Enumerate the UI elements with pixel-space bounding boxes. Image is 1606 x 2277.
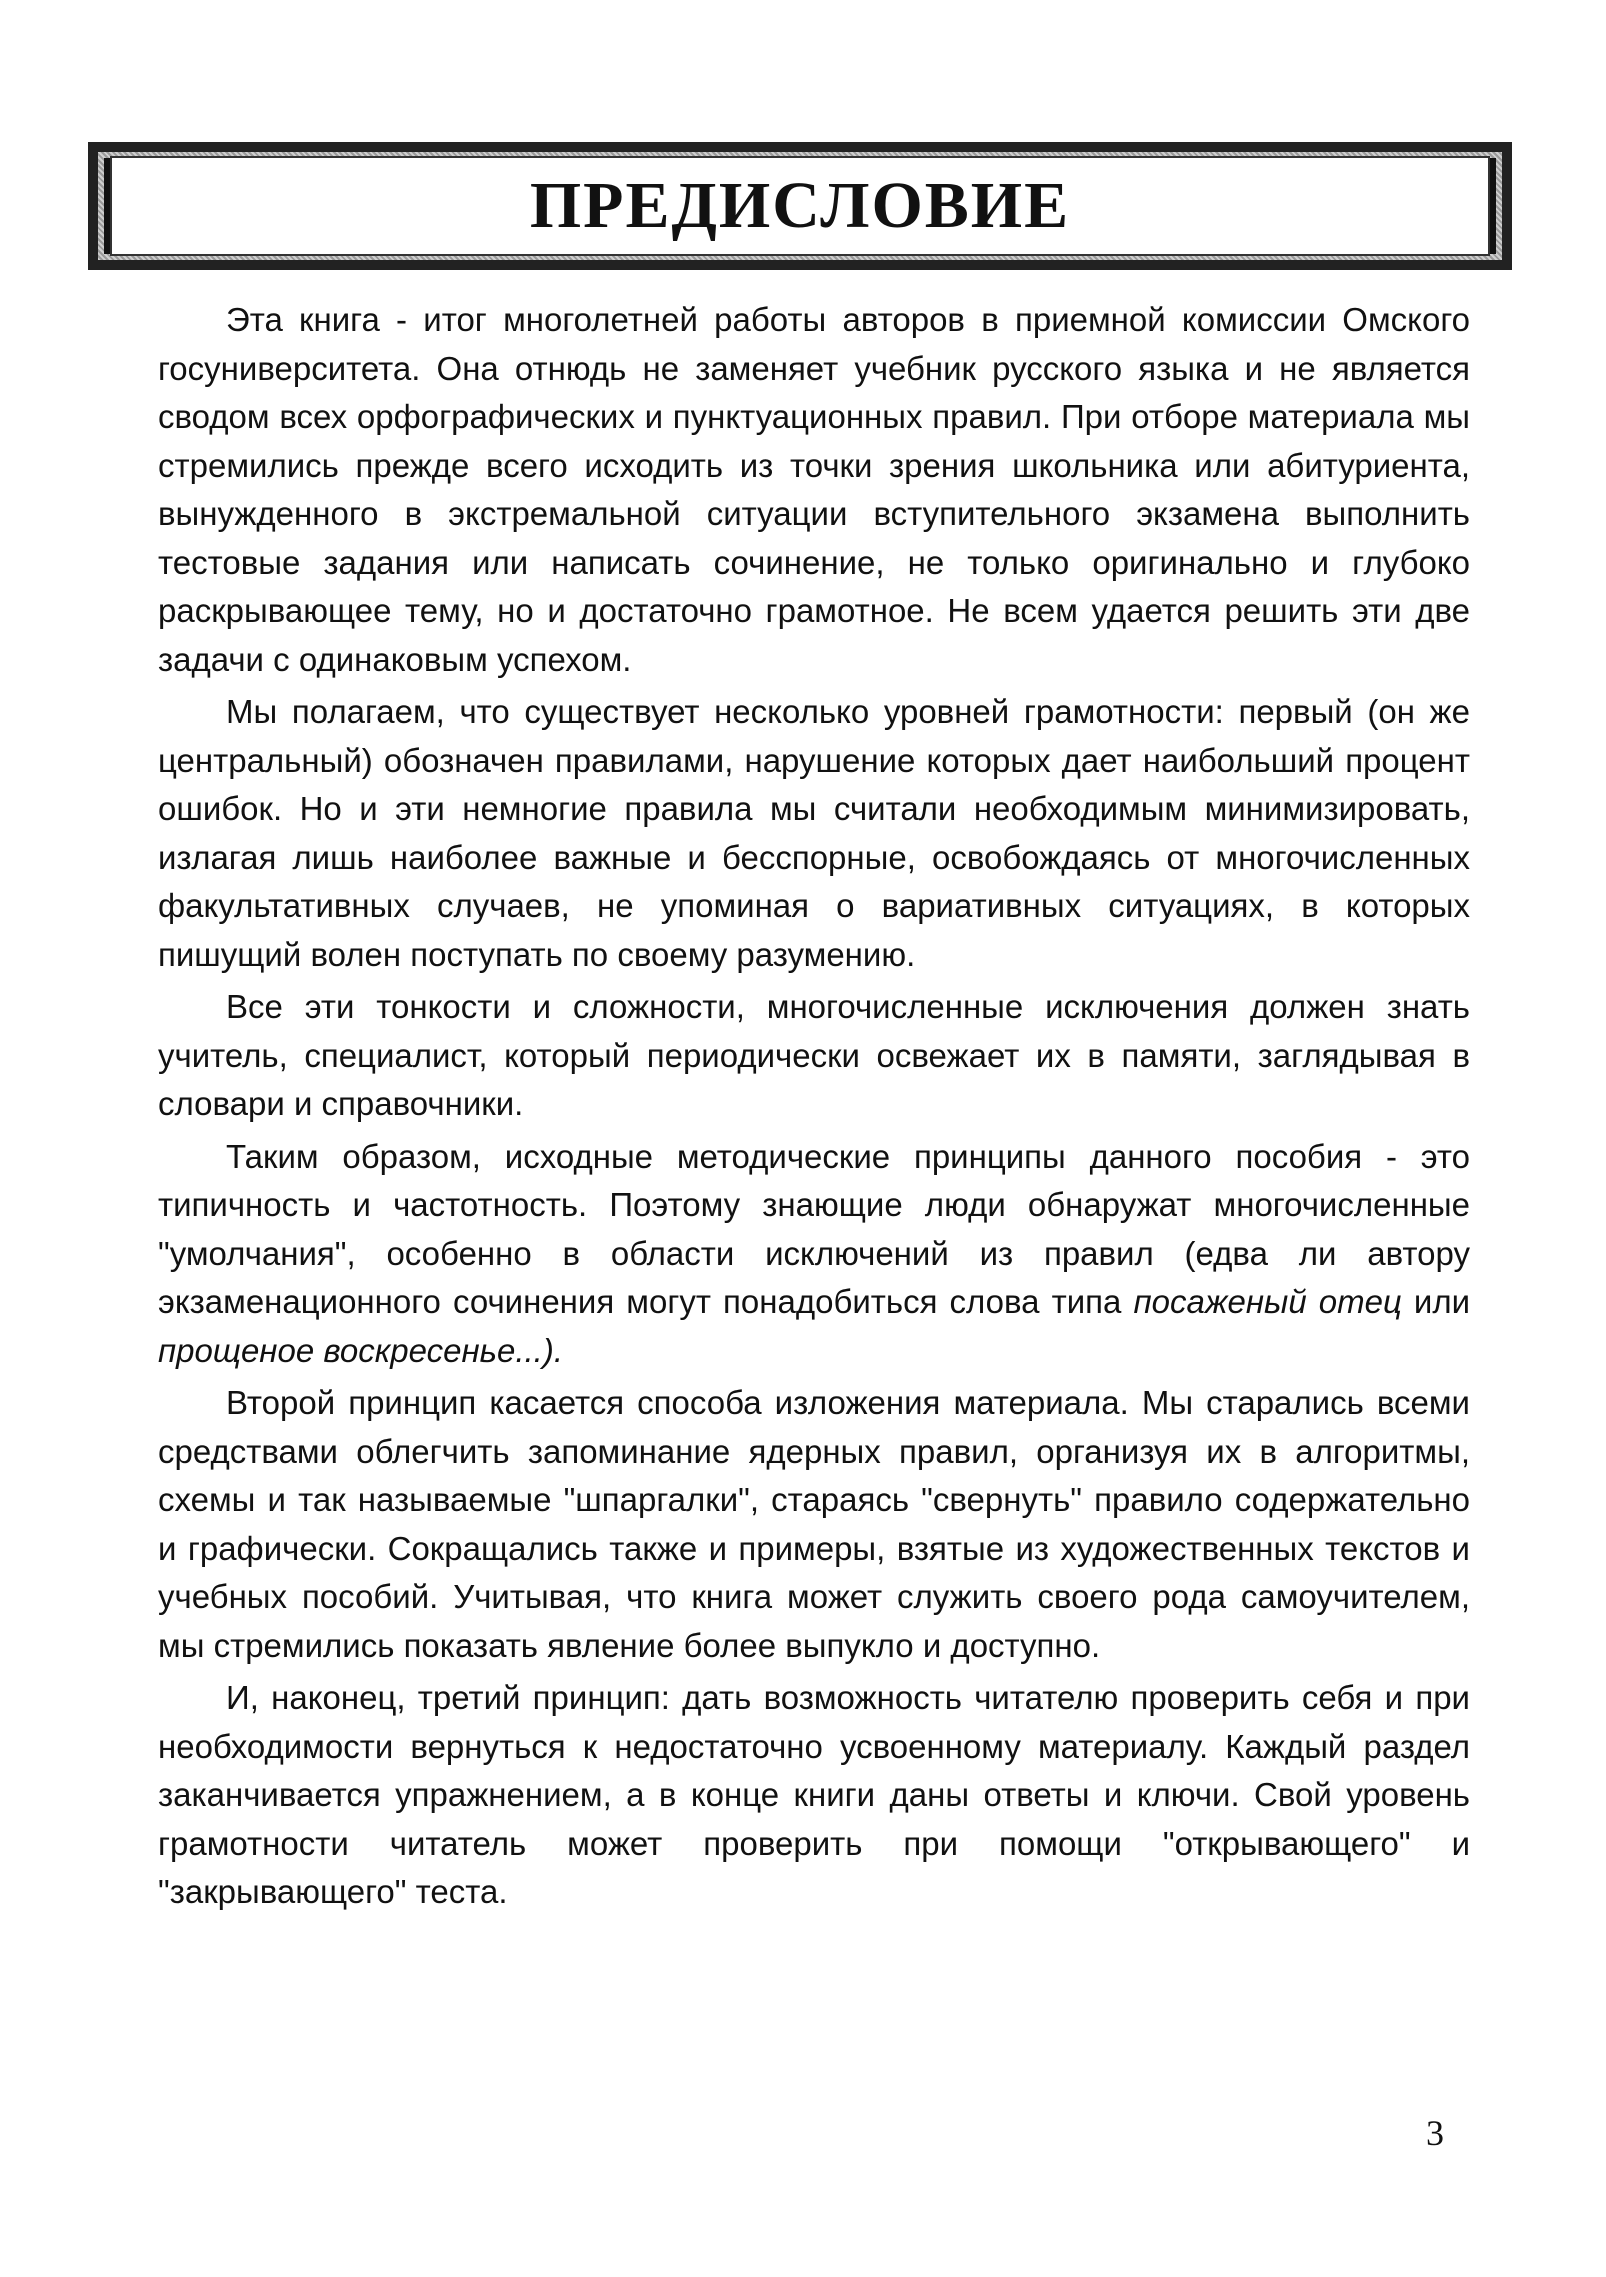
title-frame bbox=[88, 142, 1512, 270]
paragraph-5: Второй принцип касается способа изложения материала. Мы старались всеми средствами облегчить запоминание ядерных правил, организуя их в алгоритмы, схемы и так называемые "шпаргалки", стараясь "свернуть" правило содержательно и графически. Сокращались также и примеры, взятые из художественных текстов и учебных пособий. Учитывая, что книга может служить своего рода самоучителем, мы стремились показать явление более выпукло и доступно. bbox=[158, 1384, 1470, 1664]
paragraph-4 bbox=[158, 1133, 1470, 1376]
paragraph-4-italic-1: посаженый отец bbox=[1133, 1283, 1402, 1320]
title-box bbox=[110, 156, 1490, 256]
paragraph-2: Мы полагаем, что существует несколько уровней грамотности: первый (он же центральный) обозначен правилами, нарушение которых дает наибольший процент ошибок. Но и эти немногие правила мы считали необходимым минимизировать, излагая лишь наиболее важные и бесспорные, освобождаясь от многочисленных факультативных случаев, не упоминая о вариативных ситуациях, в которых пишущий волен поступать по своему разумению. bbox=[158, 693, 1470, 973]
frame-bar-right bbox=[1490, 158, 1496, 254]
paragraph-6: И, наконец, третий принцип: дать возможность читателю проверить себя и при необходимости вернуться к недостаточно усвоенному материалу. Каждый раздел заканчивается упражнением, а в конце книги даны ответы и ключи. Свой уровень грамотности читатель может проверить при помощи "открывающего" и "закрывающего" теста. bbox=[158, 1679, 1470, 1910]
paragraph-4-text-middle: или bbox=[1401, 1283, 1471, 1320]
paragraph-4-text-before: Таким образом, исходные методические принципы данного пособия - это типичность и частотность. Поэтому знающие люди обнаружат многочисленные "умолчания", особенно в области исключений из правил (едва ли автору экзаменационного сочинения могут понадобиться слова типа bbox=[158, 1137, 1470, 1320]
paragraph-4-italic-2: прощеное воскресенье...). bbox=[158, 1331, 563, 1369]
page-number: 3 bbox=[1426, 2113, 1444, 2153]
preface-text bbox=[158, 296, 1470, 1921]
paragraph-3: Все эти тонкости и сложности, многочисленные исключения должен знать учитель, специалист, который периодически освежает их в памяти, заглядывая в словари и справочники. bbox=[158, 988, 1470, 1122]
paragraph-1: Эта книга - итог многолетней работы авторов в приемной комиссии Омского госуниверситета. Она отнюдь не заменяет учебник русского языка и не является сводом всех орфографических и пунктуационных правил. При отборе материала мы стремились прежде всего исходить из точки зрения школьника или абитуриента, вынужденного в экстремальной ситуации вступительного экзамена выполнить тестовые задания или написать сочинение, не только оригинально и глубоко раскрывающее тему, но и достаточно грамотное. Не всем удается решить эти две задачи с одинаковым успехом. bbox=[158, 301, 1470, 678]
page-title: ПРЕДИСЛОВИЕ bbox=[529, 169, 1071, 242]
